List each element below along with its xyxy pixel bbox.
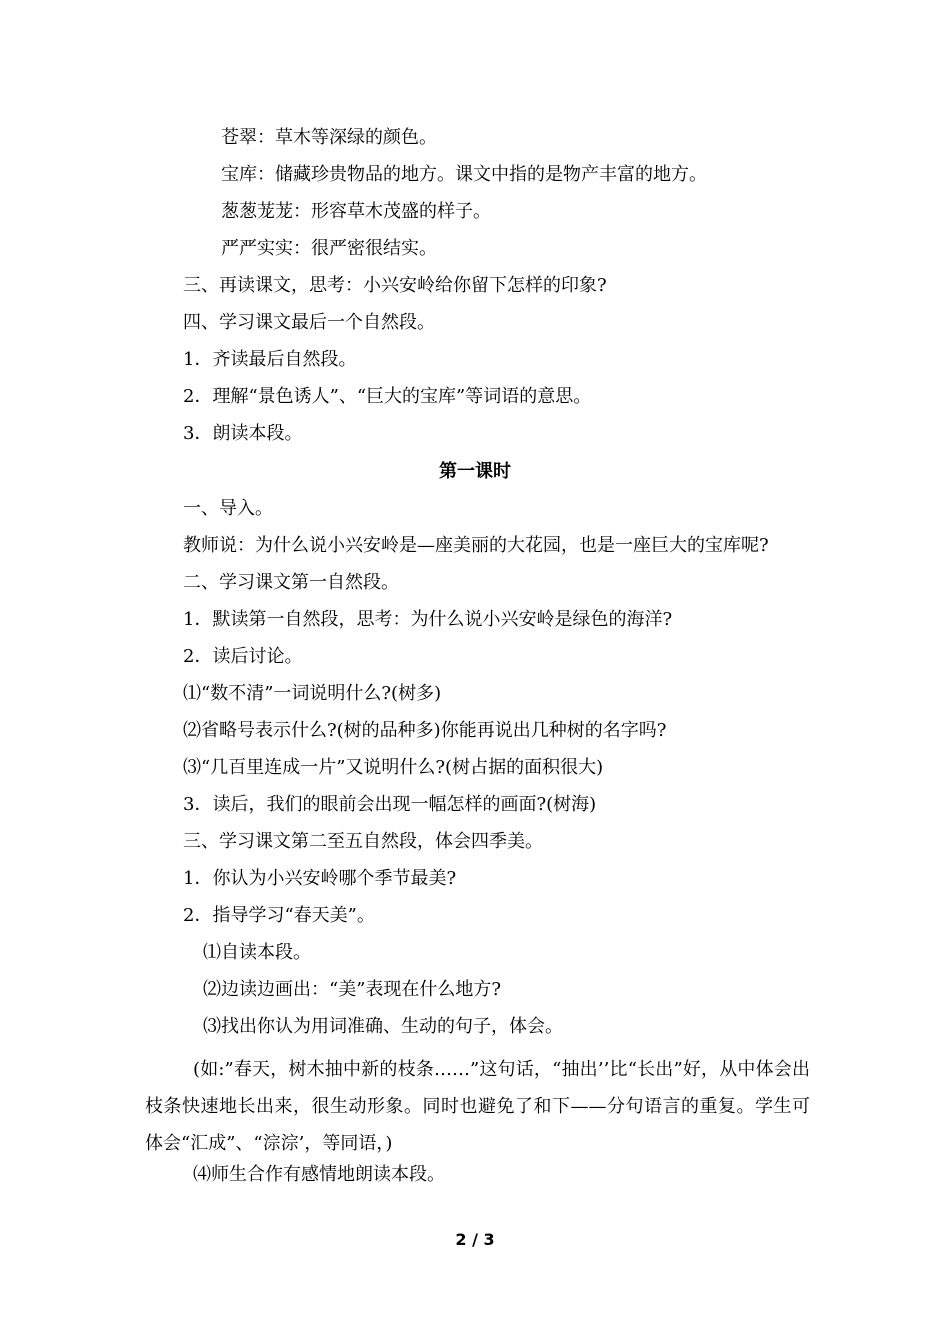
- example-paragraph: (如:”春天，树木抽中新的枝条……”这句话，“抽出’’比“长出”好，从中体会出枝条快速地长出来，很生动形象。同时也避免了和下——分句语言的重复。学生可体会“汇成”、“淙淙’，等同语，): [145, 1059, 810, 1154]
- section-heading: 二、学习课文第一自然段。: [183, 572, 399, 593]
- page-number: 2 / 3: [455, 1230, 495, 1249]
- sub-item: ⑵边读边画出：“美”表现在什么地方?: [203, 979, 502, 1000]
- section-heading: 三、再读课文，思考：小兴安岭给你留下怎样的印象?: [183, 275, 607, 296]
- list-item: 2．理解“景色诱人”、“巨大的宝库”等词语的意思。: [183, 386, 592, 407]
- section-title: 第一课时: [439, 461, 511, 482]
- list-item: 3．朗读本段。: [183, 423, 303, 444]
- section-heading: 四、学习课文最后一个自然段。: [183, 312, 435, 333]
- list-item: 2．指导学习“春天美”。: [183, 905, 375, 926]
- sub-item: ⑵省略号表示什么?(树的品种多)你能再说出几种树的名字吗?: [183, 720, 667, 741]
- sub-item: ⑶找出你认为用词准确、生动的句子，体会。: [203, 1016, 563, 1037]
- sub-item: ⑷师生合作有感情地朗读本段。: [193, 1164, 445, 1185]
- list-item: 3．读后，我们的眼前会出现一幅怎样的画面?(树海): [183, 794, 597, 815]
- list-item: 1．你认为小兴安岭哪个季节最美?: [183, 868, 457, 889]
- vocab-line: 苍翠：草木等深绿的颜色。: [221, 127, 437, 148]
- list-item: 1．默读第一自然段，思考：为什么说小兴安岭是绿色的海洋?: [183, 609, 673, 630]
- list-item: 2．读后讨论。: [183, 646, 303, 667]
- list-item: 1．齐读最后自然段。: [183, 349, 357, 370]
- sub-item: ⑴自读本段。: [203, 942, 311, 963]
- vocab-line: 葱葱茏茏：形容草木茂盛的样子。: [221, 201, 491, 222]
- section-heading: 一、导入。: [183, 498, 273, 519]
- sub-item: ⑶“几百里连成一片”又说明什么?(树占据的面积很大): [183, 757, 604, 778]
- vocab-line: 严严实实：很严密很结实。: [221, 238, 437, 259]
- body-text: 教师说：为什么说小兴安岭是—座美丽的大花园，也是一座巨大的宝库呢?: [183, 535, 769, 556]
- sub-item: ⑴“数不清”一词说明什么?(树多): [183, 683, 442, 704]
- vocab-line: 宝库：储藏珍贵物品的地方。课文中指的是物产丰富的地方。: [221, 164, 707, 185]
- section-heading: 三、学习课文第二至五自然段，体会四季美。: [183, 831, 543, 852]
